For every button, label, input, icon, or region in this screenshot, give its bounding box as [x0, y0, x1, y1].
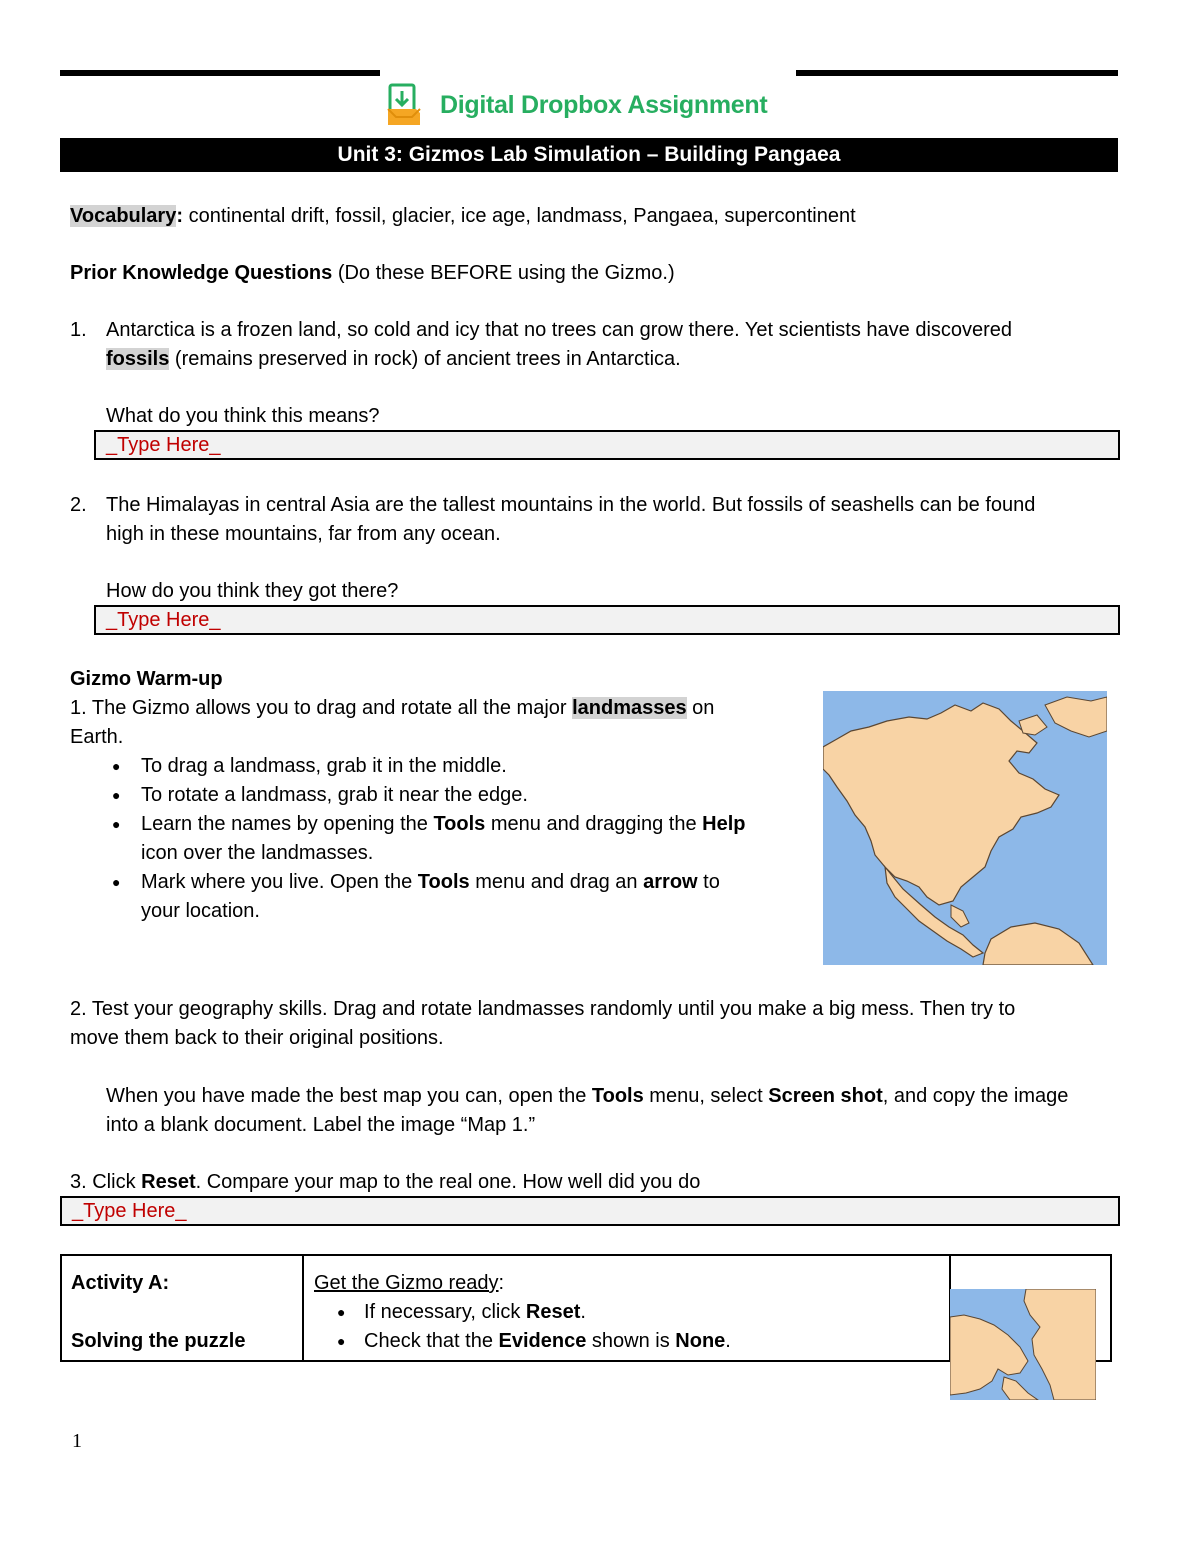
- fossils-term: fossils: [106, 348, 170, 370]
- warmup-bullet-4-cont: your location.: [141, 900, 260, 922]
- vocabulary-colon: :: [176, 205, 184, 227]
- logo: [386, 82, 767, 128]
- q1-line2-rest: (remains preserved in rock) of ancient trees in Antarctica.: [169, 348, 681, 370]
- q2-line1: The Himalayas in central Asia are the tallest mountains in the world. But fossils of seashells can be found: [106, 494, 1036, 516]
- activity-bullet-1: [364, 1298, 586, 1327]
- bullet-icon: ●: [112, 816, 121, 832]
- act-b2-b: shown is: [586, 1330, 676, 1352]
- b4-tools: Tools: [417, 871, 470, 893]
- warmup-bullet-1: To drag a landmass, grab it in the middle.: [141, 755, 507, 777]
- q1-question: What do you think this means?: [106, 405, 380, 427]
- act-b1-a: If necessary, click: [364, 1301, 526, 1323]
- warmup-p2b-line2: into a blank document. Label the image “Map 1.”: [106, 1114, 536, 1136]
- activity-label: Activity A:: [71, 1272, 170, 1294]
- vocabulary-line: [70, 202, 856, 231]
- act-b2-a: Check that the: [364, 1330, 499, 1352]
- logo-title: Digital Dropbox Assignment: [440, 90, 768, 119]
- b3-b: menu and dragging the: [485, 813, 703, 835]
- warmup-heading: Gizmo Warm-up: [70, 668, 223, 690]
- activity-subtitle: Solving the puzzle: [71, 1330, 246, 1352]
- logo-gap: [380, 69, 796, 79]
- warmup-p1-line2: Earth.: [70, 726, 124, 748]
- warmup-bullet-2: To rotate a landmass, grab it near the edge.: [141, 784, 528, 806]
- landmass-fit-map-image: [950, 1289, 1096, 1400]
- b4-c: to: [697, 871, 720, 893]
- warmup-p3: [70, 1168, 700, 1197]
- gizmo-ready-text: Get the Gizmo ready: [314, 1272, 499, 1294]
- b3-tools: Tools: [433, 813, 486, 835]
- q2-question: How do you think they got there?: [106, 580, 399, 602]
- bullet-icon: ●: [112, 758, 121, 774]
- q3-answer-field[interactable]: _Type Here_: [60, 1196, 1120, 1226]
- landmasses-term: landmasses: [572, 697, 687, 719]
- warmup-bullet-3: [141, 810, 745, 839]
- q2-number: 2.: [70, 494, 87, 516]
- q2-answer-field[interactable]: _Type Here_: [94, 605, 1120, 635]
- north-america-map-image: [823, 691, 1107, 965]
- prior-note: (Do these BEFORE using the Gizmo.): [332, 262, 675, 284]
- b4-b: menu and drag an: [469, 871, 644, 893]
- q1-answer-field[interactable]: _Type Here_: [94, 430, 1120, 460]
- act-b2-none: None: [675, 1330, 726, 1352]
- warmup-p1-a: 1. The Gizmo allows you to drag and rotate all the major: [70, 697, 573, 719]
- p2b-tools: Tools: [591, 1085, 644, 1107]
- gizmo-ready-heading: [314, 1269, 504, 1298]
- warmup-bullet-4: [141, 868, 720, 897]
- warmup-bullet-3-cont: icon over the landmasses.: [141, 842, 374, 864]
- prior-heading-text: Prior Knowledge Questions: [70, 262, 333, 284]
- act-b1-b: .: [580, 1301, 586, 1323]
- p2b-c: , and copy the image: [882, 1085, 1069, 1107]
- q1-number: 1.: [70, 319, 87, 341]
- gizmo-ready-colon: :: [498, 1272, 505, 1294]
- warmup-p2b-line1: [106, 1082, 1068, 1111]
- p3-b: . Compare your map to the real one. How well did you do: [195, 1171, 701, 1193]
- activity-bullet-2: [364, 1327, 731, 1356]
- page-number: 1: [72, 1430, 82, 1452]
- warmup-p2-line1: 2. Test your geography skills. Drag and rotate landmasses randomly until you make a big mess. Then try to: [70, 998, 1016, 1020]
- warmup-p1-line1: [70, 694, 714, 723]
- q1-line1: Antarctica is a frozen land, so cold and icy that no trees can grow there. Yet scientists have discovered: [106, 319, 1013, 341]
- page-title: Unit 3: Gizmos Lab Simulation – Building Pangaea: [60, 138, 1118, 172]
- warmup-p1-b: on: [686, 697, 715, 719]
- q2-line2: high in these mountains, far from any ocean.: [106, 523, 501, 545]
- p3-a: 3. Click: [70, 1171, 142, 1193]
- vocabulary-label: Vocabulary: [70, 205, 177, 227]
- dropbox-icon: [386, 83, 430, 127]
- b4-arrow: arrow: [643, 871, 698, 893]
- b4-a: Mark where you live. Open the: [141, 871, 418, 893]
- p2b-b: menu, select: [643, 1085, 769, 1107]
- act-b2-c: .: [725, 1330, 731, 1352]
- vocabulary-terms: continental drift, fossil, glacier, ice age, landmass, Pangaea, supercontinent: [183, 205, 856, 227]
- act-b1-reset: Reset: [525, 1301, 581, 1323]
- bullet-icon: ●: [337, 1304, 346, 1320]
- b3-a: Learn the names by opening the: [141, 813, 434, 835]
- prior-knowledge-heading: [70, 259, 675, 288]
- b3-help: Help: [702, 813, 746, 835]
- q1-line2: [106, 345, 681, 374]
- table-divider: [302, 1256, 304, 1360]
- bullet-icon: ●: [337, 1333, 346, 1349]
- bullet-icon: ●: [112, 787, 121, 803]
- act-b2-evidence: Evidence: [498, 1330, 587, 1352]
- p3-reset: Reset: [141, 1171, 196, 1193]
- bullet-icon: ●: [112, 874, 121, 890]
- warmup-p2-line2: move them back to their original positions.: [70, 1027, 444, 1049]
- p2b-screen-shot: Screen shot: [768, 1085, 883, 1107]
- p2b-a: When you have made the best map you can, open the: [106, 1085, 592, 1107]
